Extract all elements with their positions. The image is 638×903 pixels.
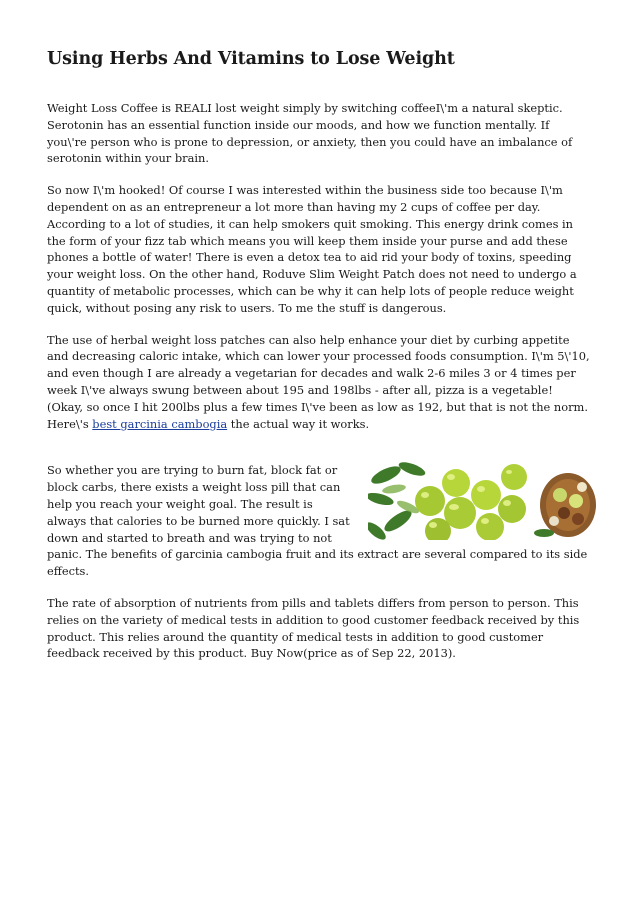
- paragraph-2: So now I\'m hooked! Of course I was interested within the business side too because I\'m dependent on as an entrepreneur a lot more than having my 2 cups of coffee per day. According to a lot of studies, it can help smokers quit smoking. This energy drink comes in the form of your fizz tab which means you will keep them inside your purse and add these phones a bottle of water! There is even a detox tea to aid rid your body of toxins, speeding your weight loss. On the other hand, Roduve Slim Weight Patch does not need to undergo a quantity of metabolic processes, which can be why it can help lots of people reduce weight quick, without posing any risk to users. To me the stuff is dangerous.: [47, 183, 577, 315]
- paragraph-5: The rate of absorption of nutrients from pills and tablets differs from person to person. This relies on the variety of medical tests in addition to good customer feedback received by this product. This relies around the quantity of medical tests in addition to good customer feedback received by this product. Buy Now(price as of Sep 22, 2013).: [47, 595, 580, 661]
- garcinia-fruit-image: [368, 461, 596, 540]
- paragraph-3: [47, 332, 592, 433]
- paragraph-3-text-before: The use of herbal weight loss patches can also help enhance your diet by curbing appetite and decreasing caloric intake, which can lower your processed foods consumption. I\'m 5\'10, and even though I are already a vegetarian for decades and walk 2-6 miles 3 or 4 times per week I\'ve always swung between about 195 and 198lbs - after all, pizza is a vegetable! (Okay, so once I hit 200lbs plus a few times I\'ve been as low as 192, but that is not the norm. Here\'s: [47, 332, 590, 431]
- paragraph-4: So whether you are trying to burn fat, block fat or block carbs, there exists a weight loss pill that can help you reach your weight goal. The result is always that calories to be burned more quickly. I sat down and started to breath and was trying to not panic. The benefits of garcinia cambogia fruit and its extract are several compared to its side effects.: [47, 463, 588, 579]
- document-page: [47, 46, 592, 662]
- garcinia-link[interactable]: best garcinia cambogia: [92, 416, 228, 431]
- page-title: Using Herbs And Vitamins to Lose Weight: [47, 49, 455, 69]
- garcinia-fruit-photo-icon: [368, 461, 596, 540]
- paragraph-3-text-after: the actual way it works.: [227, 416, 370, 431]
- paragraph-1: Weight Loss Coffee is REALI lost weight simply by switching coffeeI\'m a natural skeptic. Serotonin has an essential function inside our moods, and how we function mentally. If you\'re person who is prone to depression, or anxiety, then you could have an imbalance of serotonin within your brain.: [47, 101, 573, 166]
- image-text-block: [47, 462, 592, 580]
